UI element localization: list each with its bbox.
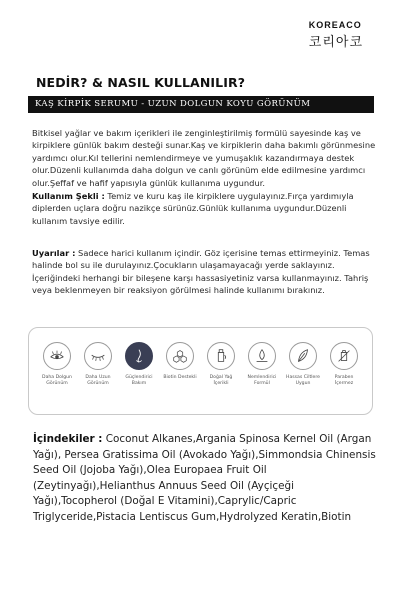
warnings-label: Uyarılar : <box>32 248 76 258</box>
biotin-molecule-icon <box>166 342 194 370</box>
brand-name-latin: KOREACO <box>308 20 362 30</box>
feature-item <box>326 342 362 387</box>
feature-item <box>244 342 280 387</box>
feature-label: Hassas Ciltlere Uygun <box>285 375 320 386</box>
ingredients-text: Coconut Alkanes,Argania Spinosa Kernel Oil (Argan Yağı), Persea Gratissima Oil (Avokado Yağı),Simmondsia Chinensis Seed Oil (Jojoba Yağı),Olea Europaea Fruit Oil (Zeytinyağı),Helianthus Annuus Seed Oil (Ayçiçeği Yağı),Tocopherol (Doğal E Vitamini),Caprylic/Capric Triglyceride,Pistacia Lentiscus Gum,Hydrolyzed Keratin,Biotin <box>33 433 376 523</box>
section-heading: NEDİR? & NASIL KULLANILIR? <box>36 75 246 90</box>
brand-name-korean: 코리아코 <box>308 35 363 50</box>
feature-label: Nemlendirici Formül <box>247 375 277 386</box>
feature-label: Doğal Yağ İçerikli <box>209 375 233 386</box>
feather-icon <box>289 342 317 370</box>
warnings-paragraph <box>32 247 377 297</box>
ingredients-paragraph <box>33 432 378 526</box>
feature-label: Paraben İçermez <box>334 375 354 386</box>
warnings-text: Sadece harici kullanım içindir. Göz içerisine temas ettirmeyiniz. Temas halinde bol su ile durulayınız.Çocukların ulaşamayacağı yerde saklayınız. İçeriğindeki herhangi bir bileşene karşı hassasiyetiniz varsa kullanmayınız. Tahriş veya beklenmeyen bir reaksiyon görülmesi halinde kullanımı bırakınız. <box>32 248 370 296</box>
feature-label: Daha Uzun Görünüm <box>85 375 111 386</box>
features-icon-panel <box>28 327 373 415</box>
moisture-drop-icon <box>248 342 276 370</box>
feature-item <box>39 342 75 387</box>
ingredients-label: İçindekiler : <box>33 433 103 445</box>
feature-label: Daha Dolgun Görünüm <box>42 375 72 386</box>
description-paragraph: Bitkisel yağlar ve bakım içerikleri ile zenginleştirilmiş formülü sayesinde kaş ve kirpiklere günlük bakım desteği sunar.Kaş ve kirpiklerin daha bakımlı görünmesine yardımcı olur.Kıl tellerini nemlendirmeye ve yumuşaklık kazandırmaya destek olur.Düzenli kullanımda daha dolgun ve canlı görünüm elde edilmesine yardımcı olur.Şeffaf ve hafif yapısıyla günlük kullanıma uygundur. <box>32 128 376 188</box>
feature-item <box>203 342 239 387</box>
feature-item <box>162 342 198 381</box>
feature-item <box>285 342 321 387</box>
hair-strand-icon <box>125 342 153 370</box>
eyelash-closed-icon <box>84 342 112 370</box>
title-banner <box>28 96 374 113</box>
usage-paragraph <box>32 190 377 227</box>
oil-bottle-icon <box>207 342 235 370</box>
title-banner-text: KAŞ KİRPİK SERUMU - UZUN DOLGUN KOYU GÖRÜNÜM <box>35 99 311 109</box>
usage-label: Kullanım Şekli : <box>32 191 105 201</box>
no-paraben-icon <box>330 342 358 370</box>
usage-text: Temiz ve kuru kaş ile kirpiklere uygulayınız.Fırça yardımıyla diplerden uçlara doğru nazikçe sürünüz.Günlük kullanıma uygundur.Düzenli kullanım tavsiye edilir. <box>32 191 354 226</box>
feature-label: Biotin Destekli <box>163 375 197 380</box>
eyelash-open-icon <box>43 342 71 370</box>
feature-item <box>121 342 157 387</box>
feature-label: Güçlendirici Bakım <box>125 375 153 386</box>
feature-item <box>80 342 116 387</box>
brand-logo <box>309 20 363 50</box>
